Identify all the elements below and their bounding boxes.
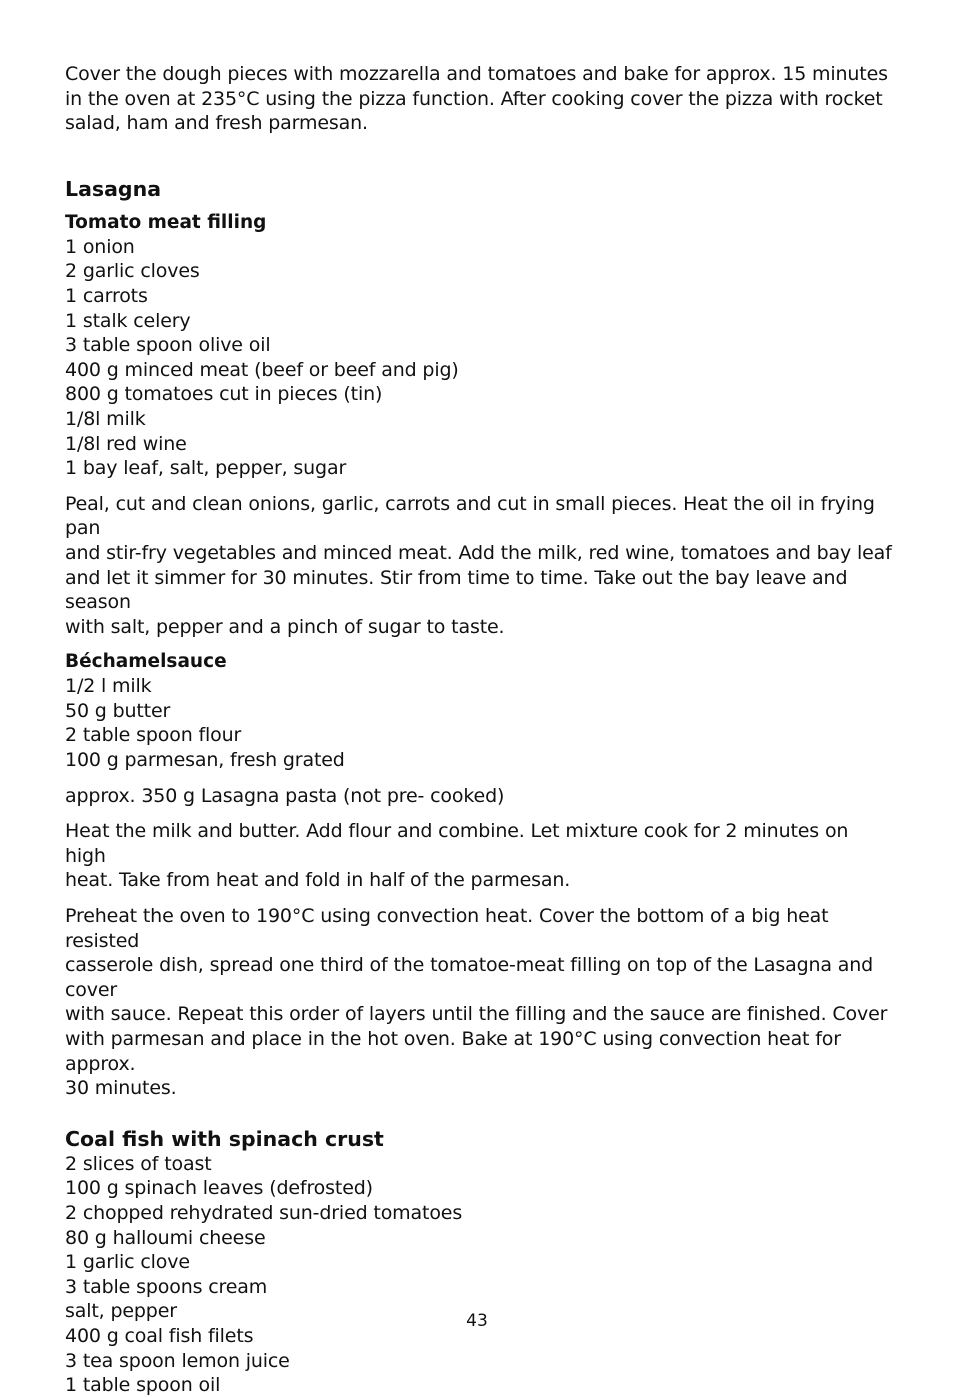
- bechamel-method: Heat the milk and butter. Add flour and combine. Let mixture cook for 2 minutes on high heat. Take from heat and fold in half of the parmesan.: [65, 820, 849, 892]
- ingredient-item: 800 g tomatoes cut in pieces (tin): [65, 383, 383, 406]
- pasta-line: approx. 350 g Lasagna pasta (not pre- cooked): [65, 784, 505, 807]
- ingredient-item: 400 g coal fish filets: [65, 1324, 254, 1347]
- ingredient-item: 80 g halloumi cheese: [65, 1226, 266, 1249]
- coal-fish-title: Coal fish with spinach crust: [65, 1126, 384, 1151]
- ingredient-item: 1/8l milk: [65, 407, 146, 430]
- ingredient-item: 3 table spoon olive oil: [65, 334, 271, 357]
- ingredient-item: salt, pepper: [65, 1300, 177, 1323]
- ingredient-item: 1 garlic clove: [65, 1251, 190, 1274]
- ingredient-item: 3 table spoons cream: [65, 1275, 268, 1298]
- ingredient-item: 3 tea spoon lemon juice: [65, 1349, 290, 1372]
- ingredient-item: 2 table spoon flour: [65, 724, 242, 747]
- ingredient-item: 1 onion: [65, 235, 135, 258]
- ingredient-item: 2 chopped rehydrated sun-dried tomatoes: [65, 1201, 463, 1224]
- intro-paragraph: Cover the dough pieces with mozzarella and tomatoes and bake for approx. 15 minutes in the oven at 235°C using the pizza function. After cooking cover the pizza with rocket salad, ham and fresh parmesan.: [65, 63, 888, 135]
- page-number: 43: [466, 1311, 488, 1331]
- filling-heading: Tomato meat filling: [65, 211, 267, 233]
- ingredient-item: 50 g butter: [65, 699, 171, 722]
- bechamel-ingredient-list: [65, 674, 895, 772]
- ingredient-item: 1 table spoon oil: [65, 1374, 221, 1397]
- ingredient-item: 1 stalk celery: [65, 309, 191, 332]
- ingredient-item: 2 garlic cloves: [65, 260, 200, 283]
- ingredient-item: 100 g spinach leaves (defrosted): [65, 1177, 373, 1200]
- ingredient-item: 1/2 l milk: [65, 675, 152, 698]
- ingredient-item: 400 g minced meat (beef or beef and pig): [65, 358, 459, 381]
- ingredient-item: 1 bay leaf, salt, pepper, sugar: [65, 457, 347, 480]
- coal-fish-ingredient-list: [65, 1152, 895, 1398]
- ingredient-item: 2 slices of toast: [65, 1152, 212, 1175]
- ingredient-item: 1 carrots: [65, 284, 148, 307]
- ingredient-item: 100 g parmesan, fresh grated: [65, 749, 345, 772]
- recipe-page: [65, 62, 895, 1398]
- ingredient-item: 1/8l red wine: [65, 432, 187, 455]
- bechamel-heading: Béchamelsauce: [65, 651, 227, 673]
- assembly-method: Preheat the oven to 190°C using convection heat. Cover the bottom of a big heat resisted casserole dish, spread one third of the tomatoe-meat filling on top of the Lasagna and cover with sauce. Repeat this order of layers until the filling and the sauce are finished. Cover with parmesan and place in the hot oven. Bake at 190°C using convection heat for approx. 30 minutes.: [65, 905, 888, 1100]
- filling-method: Peal, cut and clean onions, garlic, carrots and cut in small pieces. Heat the oil in frying pan and stir-fry vegetables and minced meat. Add the milk, red wine, tomatoes and bay leaf and let it simmer for 30 minutes. Stir from time to time. Take out the bay leave and season with salt, pepper and a pinch of sugar to taste.: [65, 492, 892, 638]
- filling-ingredient-list: [65, 235, 895, 481]
- lasagna-title: Lasagna: [65, 176, 162, 201]
